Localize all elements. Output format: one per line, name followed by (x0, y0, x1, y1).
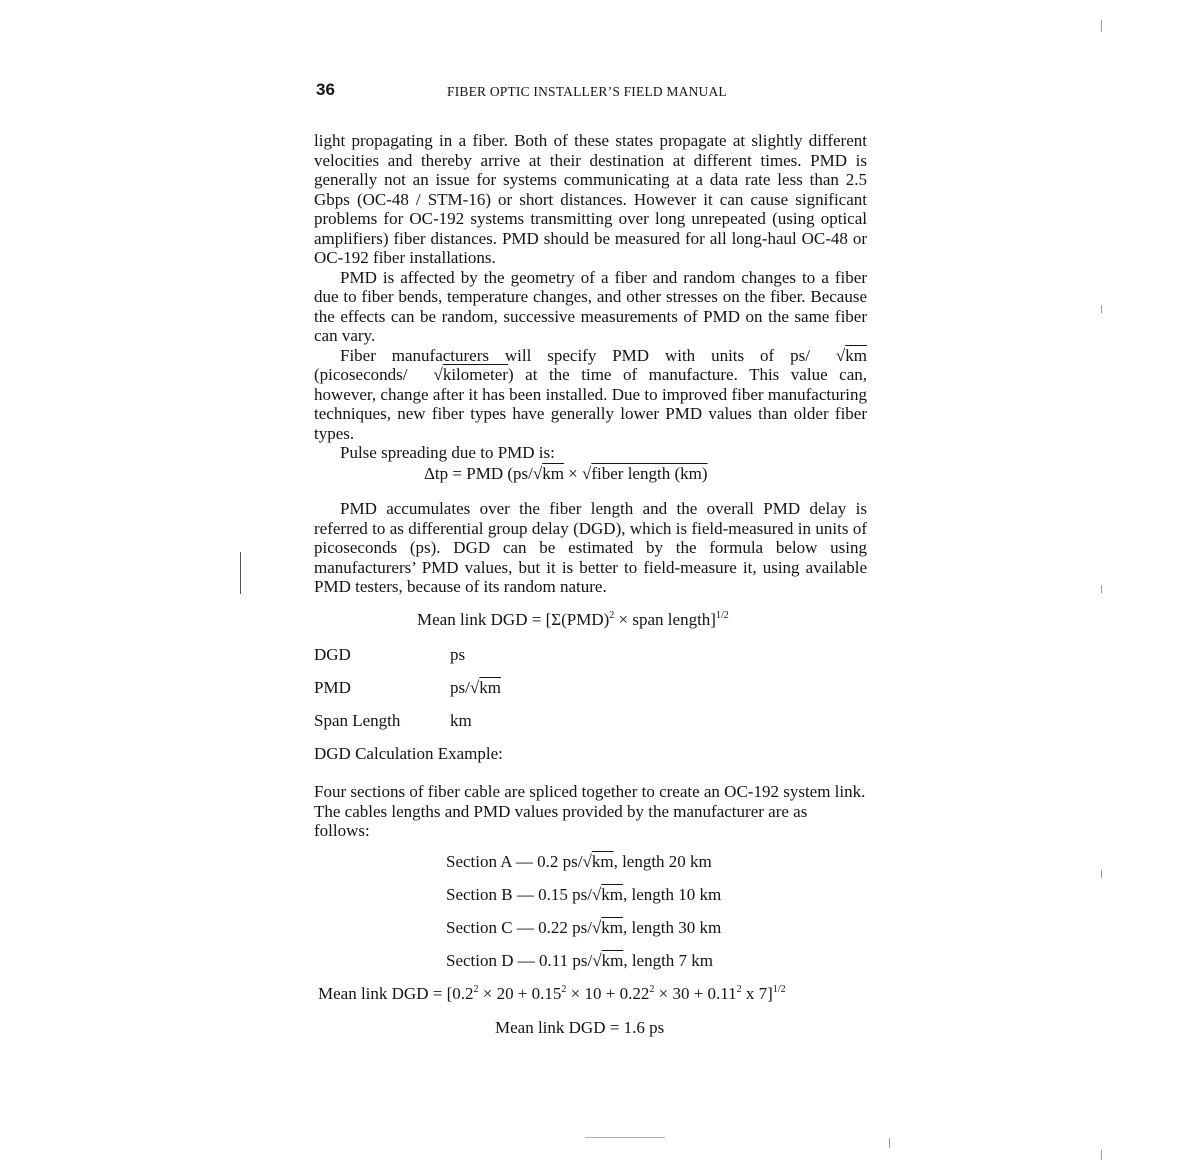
radical-km (810, 346, 867, 366)
p3-part-d: ) at the time of manufacture. This value can, however, change after it has been installed. Due to improved fiber manufacturing techniques, new fiber types have generally lower PMD values than older fiber types. (314, 365, 867, 443)
definition-term: PMD (314, 678, 351, 697)
paragraph-dgd: PMD accumulates over the fiber length and the overall PMD delay is referred to as differential group delay (DGD), which is field-measured in units of picoseconds (ps). DGD can be estimated by the formula below using manufacturers’ PMD values, but it is better to field-measure it, using available PMD testers, because of its random nature. (314, 499, 867, 596)
section-suffix: , length 30 km (623, 918, 722, 937)
superscript-2: 2 (649, 984, 655, 995)
radical-content: km (845, 345, 867, 365)
radical-km (592, 918, 623, 938)
scan-speck (889, 1138, 890, 1148)
formula-mean-link-dgd (417, 610, 729, 630)
scan-speck (1101, 585, 1102, 593)
superscript-2: 2 (561, 984, 567, 995)
calc-part-2: × 20 + 0.15 (478, 984, 562, 1003)
definition-row (314, 678, 501, 698)
calc-part-5: x 7] (741, 984, 773, 1003)
calc-part-3: × 10 + 0.22 (566, 984, 650, 1003)
radical-sign: √ (591, 885, 602, 904)
superscript-2: 2 (473, 984, 479, 995)
paragraph-pulse-intro: Pulse spreading due to PMD is: (340, 443, 555, 462)
paragraph-manufacturers (314, 346, 867, 444)
section-prefix: Section A — 0.2 ps/ (446, 852, 583, 871)
definition-row (314, 645, 465, 665)
p3-part-b: (picoseconds/ (314, 365, 408, 384)
radical-kilometer (407, 365, 508, 385)
radical-content: km (601, 918, 623, 937)
radical-sign: √ (532, 464, 543, 483)
definition-unit: ps/ (450, 678, 470, 697)
definition-unit: km (450, 711, 472, 730)
section-prefix: Section B — 0.15 ps/ (446, 885, 592, 904)
radical-sign: √ (591, 918, 602, 937)
radical-km (592, 885, 623, 905)
scan-speck (1101, 870, 1102, 878)
radical-content: km (591, 852, 614, 871)
radical-km (533, 464, 564, 484)
section-prefix: Section D — 0.11 ps/ (446, 951, 593, 970)
scan-speck (1101, 305, 1102, 313)
running-title: FIBER OPTIC INSTALLER’S FIELD MANUAL (447, 84, 727, 99)
superscript-2: 2 (609, 610, 615, 621)
section-suffix: , length 10 km (623, 885, 722, 904)
formula-calculation (318, 984, 786, 1004)
section-suffix: , length 7 km (623, 951, 714, 970)
definition-unit: ps (450, 645, 466, 664)
section-line-d (446, 951, 713, 971)
page-number: 36 (316, 80, 335, 99)
formula-result: Mean link DGD = 1.6 ps (495, 1018, 665, 1037)
body-text-block-3 (314, 782, 867, 841)
radical-content: km (542, 464, 564, 483)
scan-margin-mark (240, 552, 241, 594)
radical-sign: √ (582, 852, 592, 871)
section-line-c (446, 918, 721, 938)
example-heading: DGD Calculation Example: (314, 744, 503, 763)
p3-part-a: Fiber manufacturers will specify PMD with units of ps/ (340, 345, 810, 365)
superscript-half: 1/2 (772, 984, 786, 995)
radical-sign: √ (469, 678, 480, 697)
body-text-block-2 (314, 499, 867, 597)
calc-part-4: × 30 + 0.11 (654, 984, 737, 1003)
radical-fiber-length (582, 464, 707, 484)
radical-content: fiber length (km) (591, 464, 708, 483)
radical-content: kilometer (442, 365, 508, 384)
paragraph-pmd-geometry: PMD is affected by the geometry of a fiber and random changes to a fiber due to fiber bends, temperature changes, and other stresses on the fiber. Because the effects can be random, successive measurements of PMD on the same fiber can vary. (314, 267, 867, 345)
definition-row (314, 711, 472, 731)
scan-speck (1101, 20, 1102, 32)
radical-sign: √ (433, 365, 443, 384)
radical-content: km (479, 678, 501, 697)
formula-mean-text: Mean link DGD = [Σ(PMD) (417, 610, 610, 629)
definition-term: Span Length (314, 711, 401, 730)
paragraph-example: Four sections of fiber cable are spliced together to create an OC-192 system link. The cables lengths and PMD values provided by the manufacturer are as follows: (314, 782, 866, 840)
radical-sign: √ (835, 345, 846, 365)
superscript-2: 2 (736, 984, 742, 995)
radical-sign: √ (592, 951, 602, 970)
section-line-b (446, 885, 721, 905)
scan-speck (1101, 1150, 1102, 1160)
radical-content: km (601, 885, 623, 904)
body-text-block (314, 131, 867, 463)
section-line-a (446, 852, 712, 872)
section-suffix: , length 20 km (613, 852, 712, 871)
section-prefix: Section C — 0.22 ps/ (446, 918, 592, 937)
formula-lhs: Δtp = PMD (ps/ (424, 464, 533, 483)
superscript-half: 1/2 (715, 610, 729, 621)
radical-km (582, 852, 613, 872)
times-sign: × (563, 464, 583, 483)
definition-term: DGD (314, 645, 351, 664)
calc-part-1: Mean link DGD = [0.2 (318, 984, 474, 1003)
radical-content: km (601, 951, 624, 970)
formula-pulse-spreading (424, 464, 708, 484)
paragraph-continuation: light propagating in a fiber. Both of these states propagate at slightly different velocities and thereby arrive at their destination at different times. PMD is generally not an issue for systems communicating at a data rate less than 2.5 Gbps (OC-48 / STM-16) or short distances. However it can cause significant problems for OC-192 systems transmitting over long unrepeated (using optical amplifiers) fiber distances. PMD should be measured for all long-haul OC-48 or OC-192 fiber installations. (314, 131, 867, 267)
radical-sign: √ (582, 464, 592, 483)
formula-mean-mid: × span length] (614, 610, 716, 629)
radical-km (470, 678, 501, 698)
scan-dash (585, 1137, 665, 1138)
radical-km (592, 951, 623, 971)
